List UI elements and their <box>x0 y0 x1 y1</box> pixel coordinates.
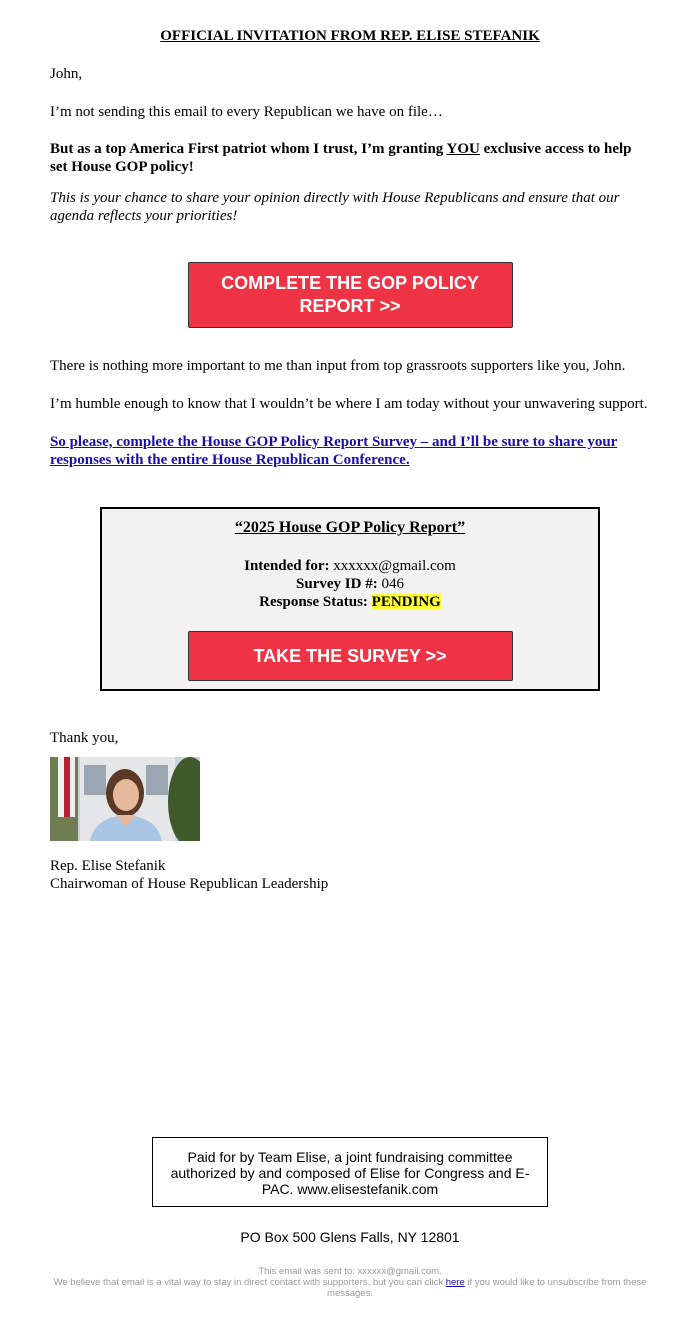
survey-id-line <box>102 575 598 593</box>
survey-card <box>100 507 600 691</box>
signature-block <box>50 857 650 893</box>
status-badge: PENDING <box>371 594 441 610</box>
paid-for-disclaimer: Paid for by Team Elise, a joint fundraising committee authorized by and composed of Elise for Congress and E-PAC. www.elisestefanik.com <box>152 1137 548 1207</box>
portrait-image <box>50 757 200 841</box>
mailing-address: PO Box 500 Glens Falls, NY 12801 <box>240 1229 460 1245</box>
email-heading: OFFICIAL INVITATION FROM REP. ELISE STEFANIK <box>160 28 540 44</box>
access-text-before: But as a top America First patriot whom I trust, I’m granting <box>50 141 447 157</box>
intended-for-label: Intended for: <box>244 558 330 574</box>
survey-id-label: Survey ID #: <box>296 576 378 592</box>
survey-link[interactable]: So please, complete the House GOP Policy Report Survey – and I’ll be sure to share your responses with the entire House Republican Conference. <box>50 434 618 468</box>
thank-you: Thank you, <box>50 730 119 746</box>
complete-policy-report-button[interactable]: COMPLETE THE GOP POLICY REPORT >> <box>188 262 513 328</box>
survey-id-value: 046 <box>377 576 404 592</box>
intended-for-line <box>102 557 598 575</box>
take-survey-button[interactable]: TAKE THE SURVEY >> <box>188 631 513 681</box>
unsubscribe-notice <box>45 1266 655 1299</box>
unsubscribe-line <box>45 1277 655 1299</box>
survey-title: “2025 House GOP Policy Report” <box>234 519 466 536</box>
sent-to-line: This email was sent to: xxxxxx@gmail.com. <box>258 1266 442 1277</box>
you-emphasis: YOU <box>446 141 480 157</box>
survey-details <box>102 557 598 611</box>
greeting: John, <box>50 66 83 82</box>
response-status-line <box>102 593 598 611</box>
access-text-after: exclusive access to help set House GOP policy! <box>50 141 632 175</box>
access-paragraph <box>50 140 650 176</box>
humble-paragraph: I’m humble enough to know that I wouldn’t be where I am today without your unwavering support. <box>50 396 648 412</box>
opinion-paragraph: This is your chance to share your opinion directly with House Republicans and ensure that our agenda reflects your priorities! <box>50 190 620 224</box>
importance-paragraph: There is nothing more important to me than input from top grassroots supporters like you, John. <box>50 358 626 374</box>
unsubscribe-text-after: if you would like to unsubscribe from these messages. <box>327 1277 647 1299</box>
signature-photo <box>50 757 200 841</box>
signer-name: Rep. Elise Stefanik <box>50 858 166 874</box>
response-status-label: Response Status: <box>259 594 368 610</box>
signer-title: Chairwoman of House Republican Leadership <box>50 876 329 892</box>
unsubscribe-text-before: We believe that email is a vital way to stay in direct contact with supporters, but you can click <box>53 1277 446 1288</box>
email-body <box>50 0 650 893</box>
intended-for-value: xxxxxx@gmail.com <box>329 558 456 574</box>
unsubscribe-link[interactable]: here <box>445 1277 465 1288</box>
intro-paragraph: I’m not sending this email to every Republican we have on file… <box>50 104 443 120</box>
